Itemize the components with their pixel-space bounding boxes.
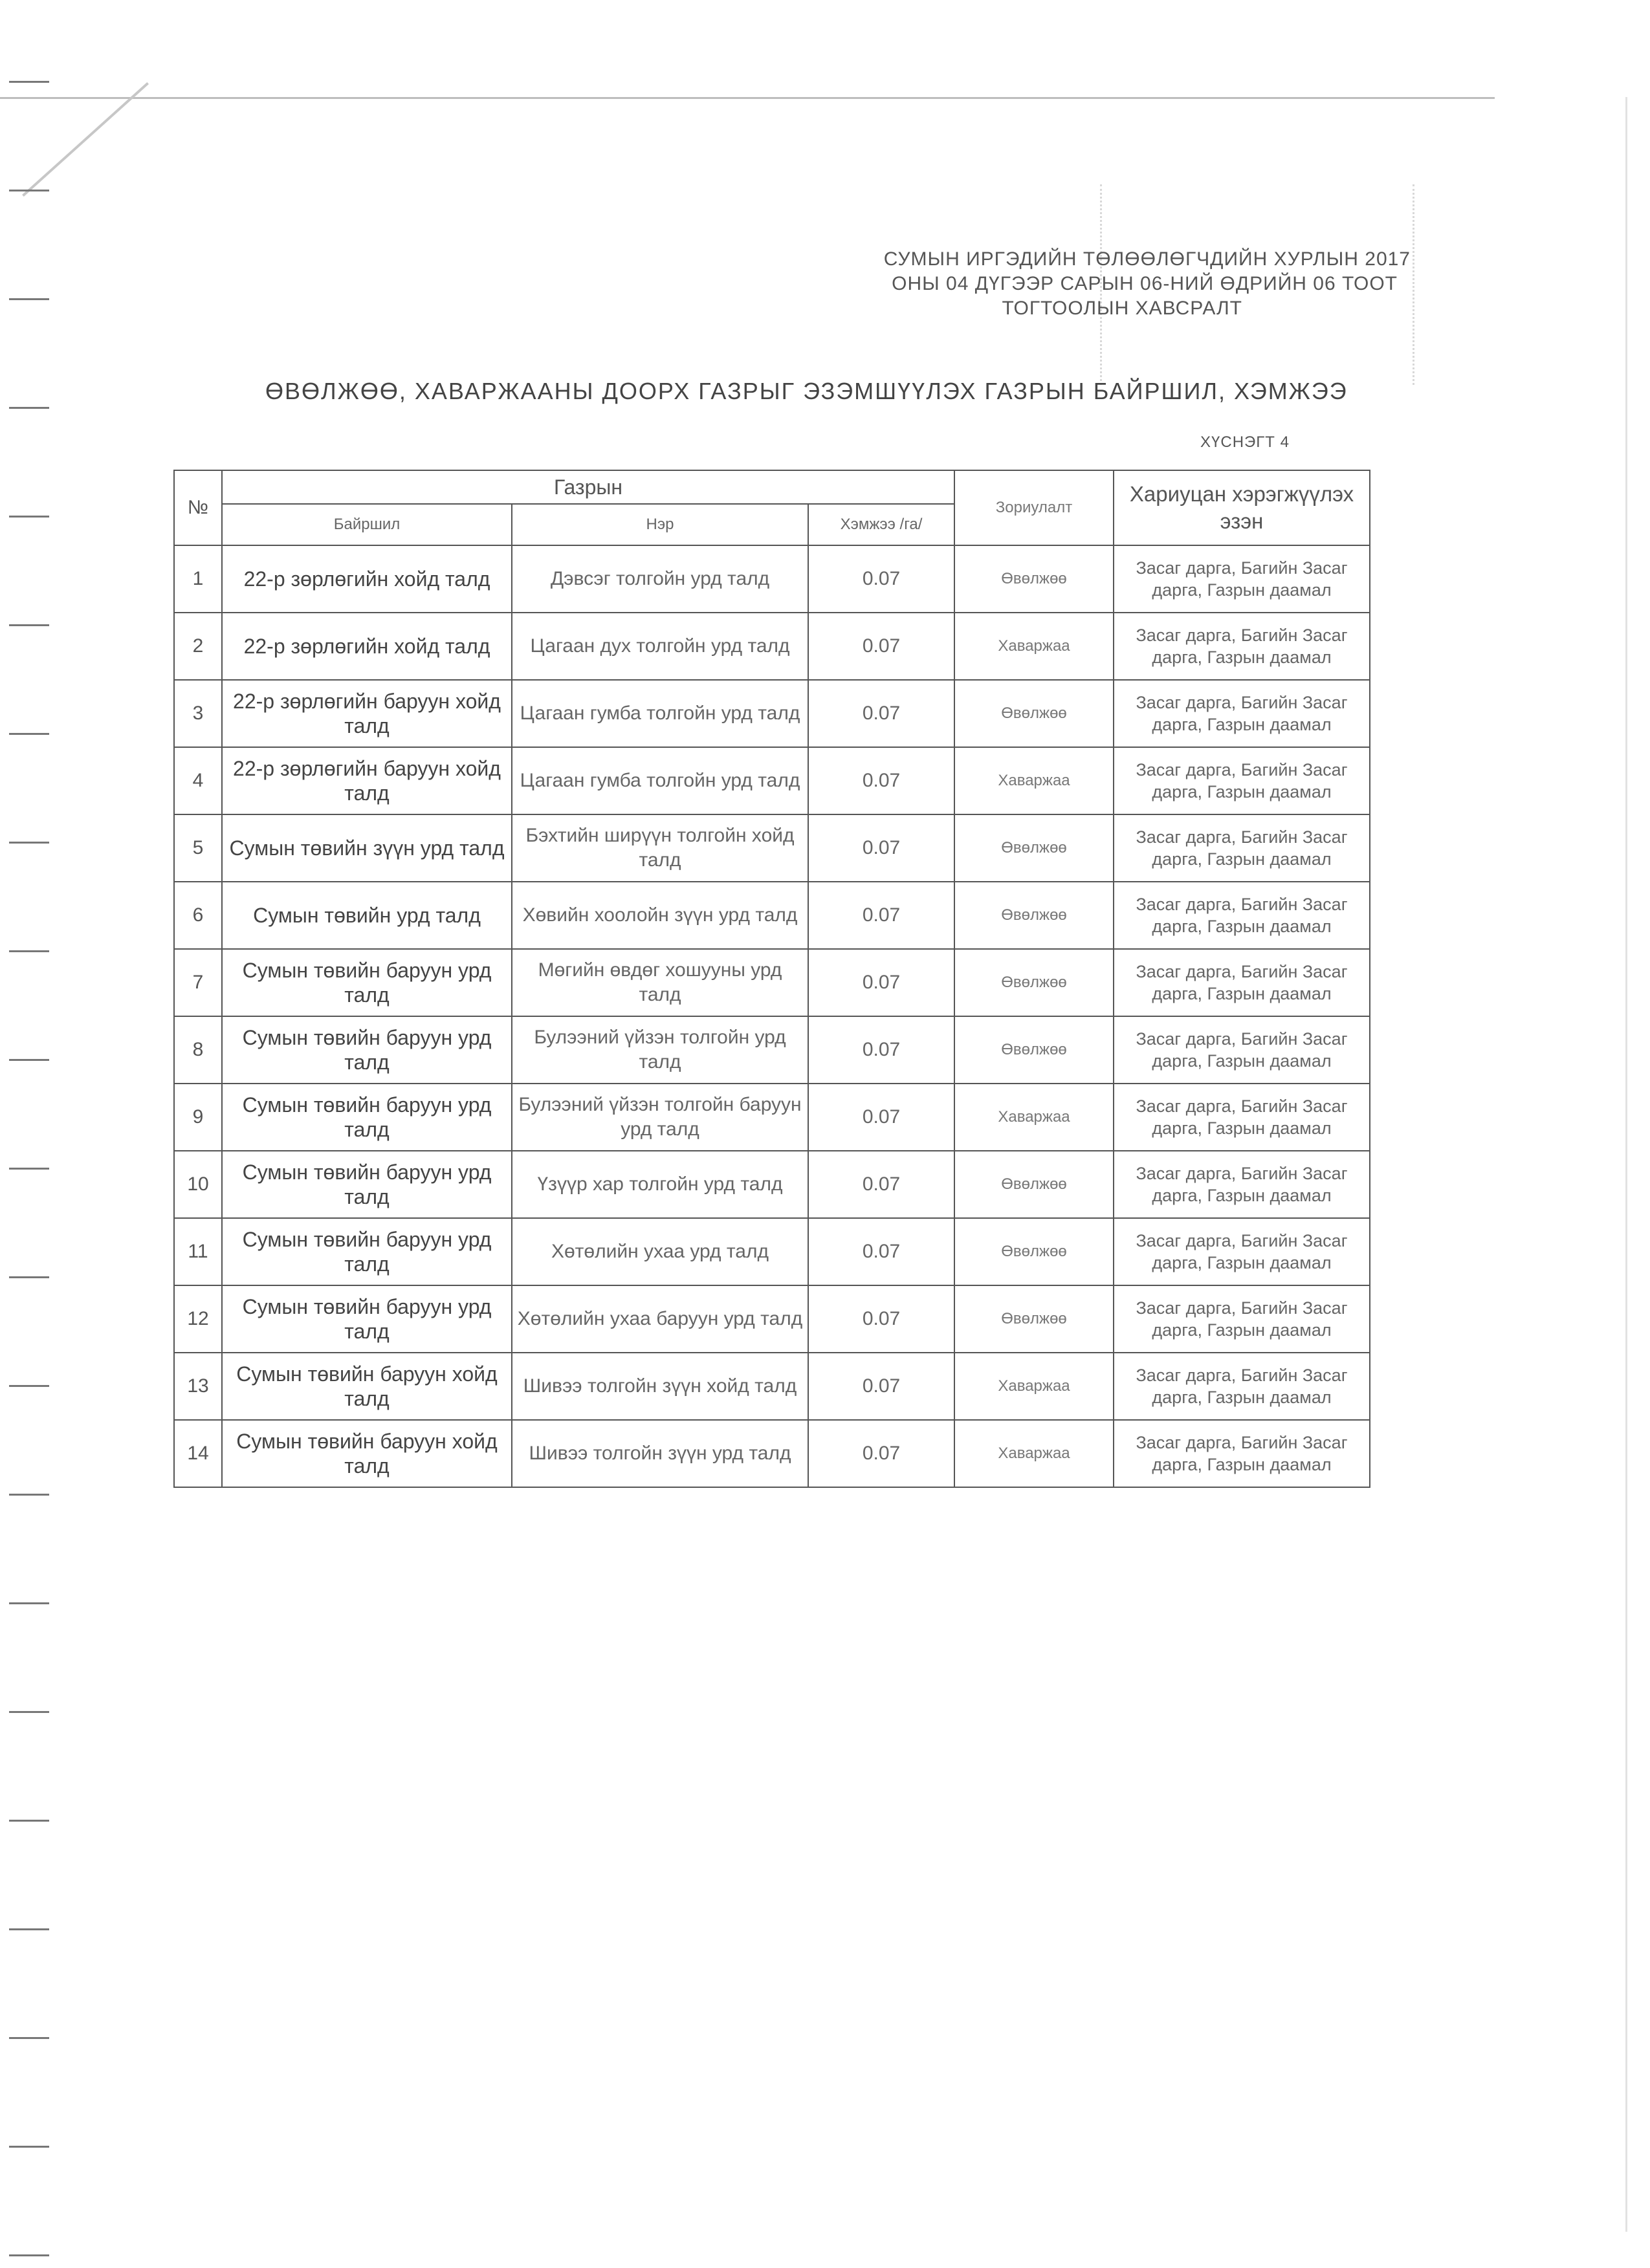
cell-purpose: Өвөлжөө: [954, 1016, 1114, 1084]
table-row: [174, 1218, 1370, 1285]
cell-area: 0.07: [808, 747, 954, 814]
cell-responsible: Засаг дарга, Багийн Засаг дарга, Газрын даамал: [1114, 1151, 1370, 1218]
table-row: [174, 882, 1370, 949]
cell-location: 22-р зөрлөгийн баруун хойд талд: [222, 680, 512, 747]
row-number: 3: [174, 680, 222, 747]
margin-tick: [9, 1385, 49, 1387]
cell-area: 0.07: [808, 545, 954, 613]
margin-tick: [9, 950, 49, 952]
margin-tick: [9, 1820, 49, 1822]
scan-edge-right: [1625, 97, 1627, 2232]
header-purpose: Зориулалт: [954, 470, 1114, 545]
cell-location: Сумын төвийн урд талд: [222, 882, 512, 949]
cell-location: Сумын төвийн баруун урд талд: [222, 1016, 512, 1084]
cell-area: 0.07: [808, 1285, 954, 1353]
header-line-2: ОНЫ 04 ДҮГЭЭР САРЫН 06-НИЙ ӨДРИЙН 06 ТООТ: [892, 273, 1398, 294]
cell-responsible: Засаг дарга, Багийн Засаг дарга, Газрын даамал: [1114, 814, 1370, 882]
row-number: 6: [174, 882, 222, 949]
margin-tick: [9, 842, 49, 844]
cell-area: 0.07: [808, 814, 954, 882]
cell-responsible: Засаг дарга, Багийн Засаг дарга, Газрын даамал: [1114, 882, 1370, 949]
cell-location: 22-р зөрлөгийн хойд талд: [222, 613, 512, 680]
cell-location: 22-р зөрлөгийн хойд талд: [222, 545, 512, 613]
cell-name: Цагаан гумба толгойн урд талд: [512, 747, 808, 814]
margin-tick: [9, 2037, 49, 2039]
table-row: [174, 1420, 1370, 1487]
cell-area: 0.07: [808, 1420, 954, 1487]
cell-area: 0.07: [808, 680, 954, 747]
table-row: [174, 949, 1370, 1016]
cell-location: Сумын төвийн баруун урд талд: [222, 1151, 512, 1218]
row-number: 4: [174, 747, 222, 814]
cell-name: Хөтөлийн ухаа баруун урд талд: [512, 1285, 808, 1353]
margin-tick: [9, 407, 49, 409]
cell-name: Мөгийн өвдөг хошууны урд талд: [512, 949, 808, 1016]
row-number: 10: [174, 1151, 222, 1218]
table-row: [174, 747, 1370, 814]
cell-area: 0.07: [808, 1151, 954, 1218]
row-number: 13: [174, 1353, 222, 1420]
cell-location: Сумын төвийн баруун урд талд: [222, 949, 512, 1016]
cell-area: 0.07: [808, 949, 954, 1016]
row-number: 11: [174, 1218, 222, 1285]
cell-purpose: Хаваржаа: [954, 613, 1114, 680]
cell-location: 22-р зөрлөгийн баруун хойд талд: [222, 747, 512, 814]
margin-tick: [9, 516, 49, 518]
row-number: 12: [174, 1285, 222, 1353]
margin-tick: [9, 1059, 49, 1061]
cell-purpose: Өвөлжөө: [954, 545, 1114, 613]
row-number: 2: [174, 613, 222, 680]
cell-purpose: Өвөлжөө: [954, 1285, 1114, 1353]
margin-tick: [9, 1711, 49, 1713]
margin-tick: [9, 190, 49, 191]
cell-name: Хөтөлийн ухаа урд талд: [512, 1218, 808, 1285]
table-row: [174, 680, 1370, 747]
header-land-group: Газрын: [222, 470, 954, 504]
cell-responsible: Засаг дарга, Багийн Засаг дарга, Газрын даамал: [1114, 949, 1370, 1016]
table-row: [174, 1285, 1370, 1353]
cell-name: Шивээ толгойн зүүн хойд талд: [512, 1353, 808, 1420]
cell-purpose: Хаваржаа: [954, 1420, 1114, 1487]
cell-responsible: Засаг дарга, Багийн Засаг дарга, Газрын даамал: [1114, 747, 1370, 814]
row-number: 14: [174, 1420, 222, 1487]
margin-tick: [9, 298, 49, 300]
table-row: [174, 613, 1370, 680]
cell-location: Сумын төвийн зүүн урд талд: [222, 814, 512, 882]
row-number: 8: [174, 1016, 222, 1084]
table-body: [174, 545, 1370, 1487]
cell-area: 0.07: [808, 1218, 954, 1285]
cell-purpose: Өвөлжөө: [954, 814, 1114, 882]
cell-location: Сумын төвийн баруун урд талд: [222, 1285, 512, 1353]
cell-responsible: Засаг дарга, Багийн Засаг дарга, Газрын даамал: [1114, 545, 1370, 613]
cell-name: Цагаан гумба толгойн урд талд: [512, 680, 808, 747]
margin-tick: [9, 2146, 49, 2148]
cell-name: Бэхтийн ширүүн толгойн хойд талд: [512, 814, 808, 882]
cell-location: Сумын төвийн баруун урд талд: [222, 1218, 512, 1285]
cell-responsible: Засаг дарга, Багийн Засаг дарга, Газрын даамал: [1114, 1285, 1370, 1353]
cell-responsible: Засаг дарга, Багийн Засаг дарга, Газрын даамал: [1114, 613, 1370, 680]
margin-tick: [9, 733, 49, 735]
row-number: 7: [174, 949, 222, 1016]
table-row: [174, 814, 1370, 882]
margin-tick: [9, 1276, 49, 1278]
cell-responsible: Засаг дарга, Багийн Засаг дарга, Газрын даамал: [1114, 1420, 1370, 1487]
header-area: Хэмжээ /га/: [808, 504, 954, 545]
row-number: 1: [174, 545, 222, 613]
cell-name: Цагаан дух толгойн урд талд: [512, 613, 808, 680]
margin-tick: [9, 1928, 49, 1930]
cell-name: Шивээ толгойн зүүн урд талд: [512, 1420, 808, 1487]
margin-tick: [9, 81, 49, 83]
land-table: [173, 470, 1370, 1488]
cell-name: Булээний үйзэн толгойн баруун урд талд: [512, 1084, 808, 1151]
header-responsible: Хариуцан хэрэгжүүлэх эзэн: [1114, 470, 1370, 545]
cell-responsible: Засаг дарга, Багийн Засаг дарга, Газрын даамал: [1114, 1218, 1370, 1285]
header-number: №: [174, 470, 222, 545]
cell-name: Үзүүр хар толгойн урд талд: [512, 1151, 808, 1218]
table-row: [174, 1016, 1370, 1084]
cell-responsible: Засаг дарга, Багийн Засаг дарга, Газрын даамал: [1114, 1084, 1370, 1151]
document-title: ӨВӨЛЖӨӨ, ХАВАРЖААНЫ ДООРХ ГАЗРЫГ ЭЗЭМШҮҮЛЭХ ГАЗРЫН БАЙРШИЛ, ХЭМЖЭЭ: [265, 378, 1348, 404]
cell-location: Сумын төвийн баруун хойд талд: [222, 1353, 512, 1420]
cell-name: Булээний үйзэн толгойн урд талд: [512, 1016, 808, 1084]
cell-area: 0.07: [808, 882, 954, 949]
cell-name: Дэвсэг толгойн урд талд: [512, 545, 808, 613]
cell-purpose: Өвөлжөө: [954, 1218, 1114, 1285]
cell-area: 0.07: [808, 1084, 954, 1151]
cell-area: 0.07: [808, 1016, 954, 1084]
cell-purpose: Хаваржаа: [954, 747, 1114, 814]
cell-purpose: Хаваржаа: [954, 1353, 1114, 1420]
cell-location: Сумын төвийн баруун хойд талд: [222, 1420, 512, 1487]
appendix-label: ХҮСНЭГТ 4: [1200, 433, 1290, 451]
cell-purpose: Өвөлжөө: [954, 1151, 1114, 1218]
scan-fold-mark: [22, 82, 149, 197]
margin-tick: [9, 1168, 49, 1170]
margin-tick: [9, 624, 49, 626]
document-header: [764, 247, 1411, 321]
cell-purpose: Өвөлжөө: [954, 882, 1114, 949]
table-row: [174, 1084, 1370, 1151]
cell-area: 0.07: [808, 613, 954, 680]
margin-tick: [9, 1494, 49, 1496]
table-row: [174, 545, 1370, 613]
row-number: 9: [174, 1084, 222, 1151]
table-row: [174, 1353, 1370, 1420]
cell-purpose: Өвөлжөө: [954, 949, 1114, 1016]
margin-tick: [9, 1602, 49, 1604]
cell-responsible: Засаг дарга, Багийн Засаг дарга, Газрын даамал: [1114, 1016, 1370, 1084]
scan-edge-top: [0, 97, 1495, 99]
cell-purpose: Өвөлжөө: [954, 680, 1114, 747]
cell-area: 0.07: [808, 1353, 954, 1420]
header-line-1: СУМЫН ИРГЭДИЙН ТӨЛӨӨЛӨГЧДИЙН ХУРЛЫН 2017: [883, 248, 1411, 270]
cell-responsible: Засаг дарга, Багийн Засаг дарга, Газрын даамал: [1114, 680, 1370, 747]
row-number: 5: [174, 814, 222, 882]
header-name: Нэр: [512, 504, 808, 545]
header-location: Байршил: [222, 504, 512, 545]
cell-name: Хөвийн хоолойн зүүн урд талд: [512, 882, 808, 949]
header-line-3: ТОГТООЛЫН ХАВСРАЛТ: [1002, 298, 1242, 319]
cell-responsible: Засаг дарга, Багийн Засаг дарга, Газрын даамал: [1114, 1353, 1370, 1420]
cell-purpose: Хаваржаа: [954, 1084, 1114, 1151]
margin-tick: [9, 2254, 49, 2256]
table-row: [174, 1151, 1370, 1218]
cell-location: Сумын төвийн баруун урд талд: [222, 1084, 512, 1151]
